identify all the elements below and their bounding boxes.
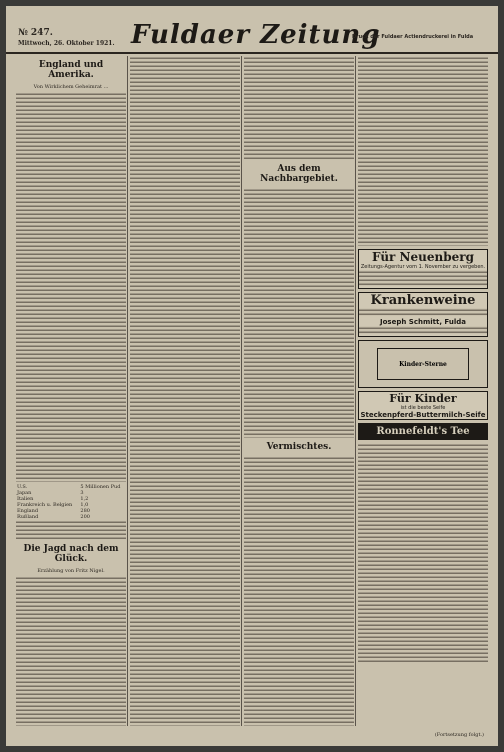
ad-merchant: Joseph Schmitt, Fulda (380, 318, 466, 326)
ad-text-lines (359, 270, 487, 286)
column-rule (241, 56, 242, 726)
headline: Aus dem Nachbargebiet. (260, 164, 338, 184)
statistics-table: U.S. 5 Millionen Pud Japan 3 Italien 1,2 Frankreich u. Belgien 1,0 England 280 Rußland 200 (17, 484, 121, 520)
article-text (358, 443, 488, 663)
newspaper-page (6, 6, 498, 746)
byline: Erzählung von Fritz Nigel. (37, 568, 105, 574)
column-3 (244, 56, 354, 726)
byline: Von Wirklichem Geheimrat ... (33, 84, 109, 90)
ad-text-lines (359, 308, 487, 316)
issue-number: № 247. (18, 28, 53, 38)
advertisement (358, 249, 488, 289)
ad-title: Krankenweine (370, 293, 476, 308)
column-rule (127, 56, 128, 726)
column-1 (16, 56, 126, 726)
ad-title: Ronnefeldt's Tee (359, 424, 487, 439)
printer-note: Druck der Fuldaer Actiendruckerei in Fulda (352, 34, 474, 40)
ad-label: Kinder-Sterne (377, 348, 469, 380)
issue-date: Mittwoch, 26. Oktober 1921. (18, 40, 115, 47)
continuation-note: (Fortsetzung folgt.) (434, 732, 484, 738)
advertisement (358, 391, 488, 420)
masthead (6, 6, 498, 54)
article-text (244, 456, 354, 726)
article-text (16, 520, 126, 540)
headline: Vermischtes. (266, 442, 332, 452)
headline: England und Amerika. (38, 60, 104, 80)
article-text (16, 576, 126, 726)
ad-text-lines (359, 326, 487, 334)
column-2 (130, 56, 240, 726)
headline: Die Jagd nach dem Glück. (23, 544, 119, 564)
advertisement (358, 340, 488, 388)
article-text (244, 56, 354, 160)
ad-brand: Steckenpferd-Buttermilch-Seife (360, 411, 486, 419)
ad-subtitle: ist die beste Seife (400, 405, 446, 411)
column-4 (358, 56, 488, 726)
ad-title: Für Kinder (389, 392, 457, 405)
ad-text: Zeitungs-Agentur vom 1. November zu vergeben. (360, 264, 486, 270)
ad-title: Für Neuenberg (372, 250, 474, 264)
advertisement (358, 423, 488, 440)
newspaper-title: Fuldaer Zeitung (131, 20, 381, 50)
article-text (16, 92, 126, 482)
article-text (358, 56, 488, 246)
advertisement (358, 292, 488, 337)
article-text (130, 56, 240, 726)
column-rule (355, 56, 356, 726)
article-text (244, 188, 354, 438)
